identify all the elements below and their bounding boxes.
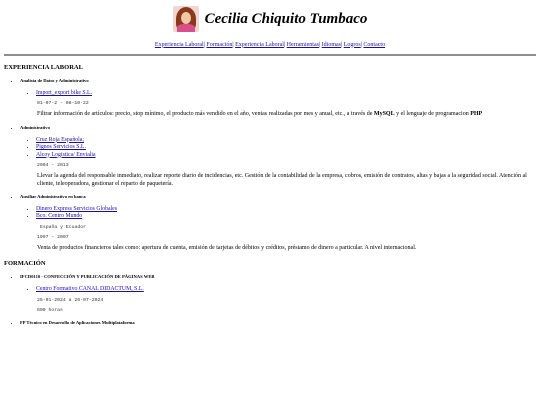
job-dates: 2004 - 2013 bbox=[37, 163, 69, 169]
course-title: • FP Técnico en Desarrollo de Aplicaciones Multiplataforma bbox=[20, 319, 135, 325]
job-title: • Auxiliar Administrativo en banca bbox=[20, 194, 86, 200]
nav-link-herramientas[interactable]: Herramientas bbox=[286, 41, 319, 48]
company-list bbox=[20, 90, 540, 98]
nav-link-idiomas[interactable]: Idiomas bbox=[321, 41, 342, 48]
page-title: Cecilia Chiquito Tumbaco bbox=[204, 10, 368, 27]
nav-link-formacion[interactable]: Formación bbox=[206, 41, 233, 48]
job-location: España y Ecuador bbox=[40, 224, 87, 230]
course-item bbox=[20, 274, 540, 313]
job-dates: 01-07-2 - 08-10-22 bbox=[37, 101, 89, 107]
company-list bbox=[20, 137, 540, 160]
nav-link-logros[interactable]: Logros bbox=[343, 41, 361, 48]
header-divider bbox=[4, 54, 536, 56]
course-title: • IFCD0110 - CONFECCIÓN Y PUBLICACIÓN DE PÁGINAS WEB bbox=[20, 274, 155, 280]
avatar bbox=[173, 6, 199, 32]
company-link[interactable]: Cruz Roja Española; bbox=[36, 136, 84, 143]
title-row bbox=[173, 6, 368, 32]
company-link[interactable]: Import_export bike S.L. bbox=[36, 89, 93, 96]
company-link[interactable]: Bco. Centro Mundo bbox=[36, 213, 83, 220]
job-description: Venta de productos financieros tales como: apertura de cuenta, emisión de tarjetas de débitos y créditos, préstamo de dinero a particular. A nivel internacional. bbox=[37, 244, 417, 251]
formacion-list bbox=[0, 274, 540, 325]
nav-link-contacto[interactable]: Contacto bbox=[363, 41, 386, 48]
course-item bbox=[20, 320, 540, 326]
company-link[interactable]: Pignos Servicios S.L. bbox=[36, 144, 86, 151]
experiencia-list bbox=[0, 78, 540, 252]
center-link[interactable]: Centro Formativo CANAL DIDACTUM, S.L. bbox=[36, 286, 144, 293]
job-title: • Administrativo bbox=[20, 124, 50, 130]
section-title-formacion: FORMACIÓN bbox=[4, 260, 46, 268]
top-nav: Experiencia Laboral| Formación| Experiencia Laboral| Herramientas| Idiomas| Logros| Contacto bbox=[154, 41, 386, 48]
job-description: Llevar la agenda del responsable inmediato, realizar reporte diario de incidencias, etc. Gestión de la contabilidad de la empresa, cobros, emisión de contratos, altas y bajas a la seguridad social. Atención al cliente, teleoperadora, gestionar el reparto de paquetería. bbox=[37, 173, 527, 187]
course-dates: 25-01-2024 a 26-07-2024 bbox=[37, 297, 104, 303]
company-link[interactable]: Alcoy Logistica/ Envialia bbox=[36, 151, 96, 158]
job-item bbox=[20, 125, 540, 188]
company-list bbox=[20, 206, 540, 221]
nav-link-experiencia-2[interactable]: Experiencia Laboral bbox=[235, 41, 284, 48]
course-hours: 600 horas bbox=[37, 307, 63, 313]
job-item bbox=[20, 194, 540, 252]
nav-link-experiencia[interactable]: Experiencia Laboral bbox=[154, 41, 204, 48]
job-dates: 1997 - 2007 bbox=[37, 234, 69, 240]
job-title: • Analista de Datos y Administrativo bbox=[20, 78, 89, 84]
job-description: Filtrar información de artículos: precio, stop mínimo, el producto más vendido en el año, ventas realizadas por mes y anual, etc., a través de MySQL y el lenguaje de programacion PHP bbox=[37, 111, 483, 118]
section-title-experiencia: EXPERIENCIA LABORAL bbox=[4, 64, 83, 71]
page-header bbox=[0, 0, 540, 49]
center-list bbox=[20, 286, 540, 294]
company-link[interactable]: Dinero Express Servicios Globales bbox=[36, 205, 117, 212]
job-item bbox=[20, 78, 540, 119]
